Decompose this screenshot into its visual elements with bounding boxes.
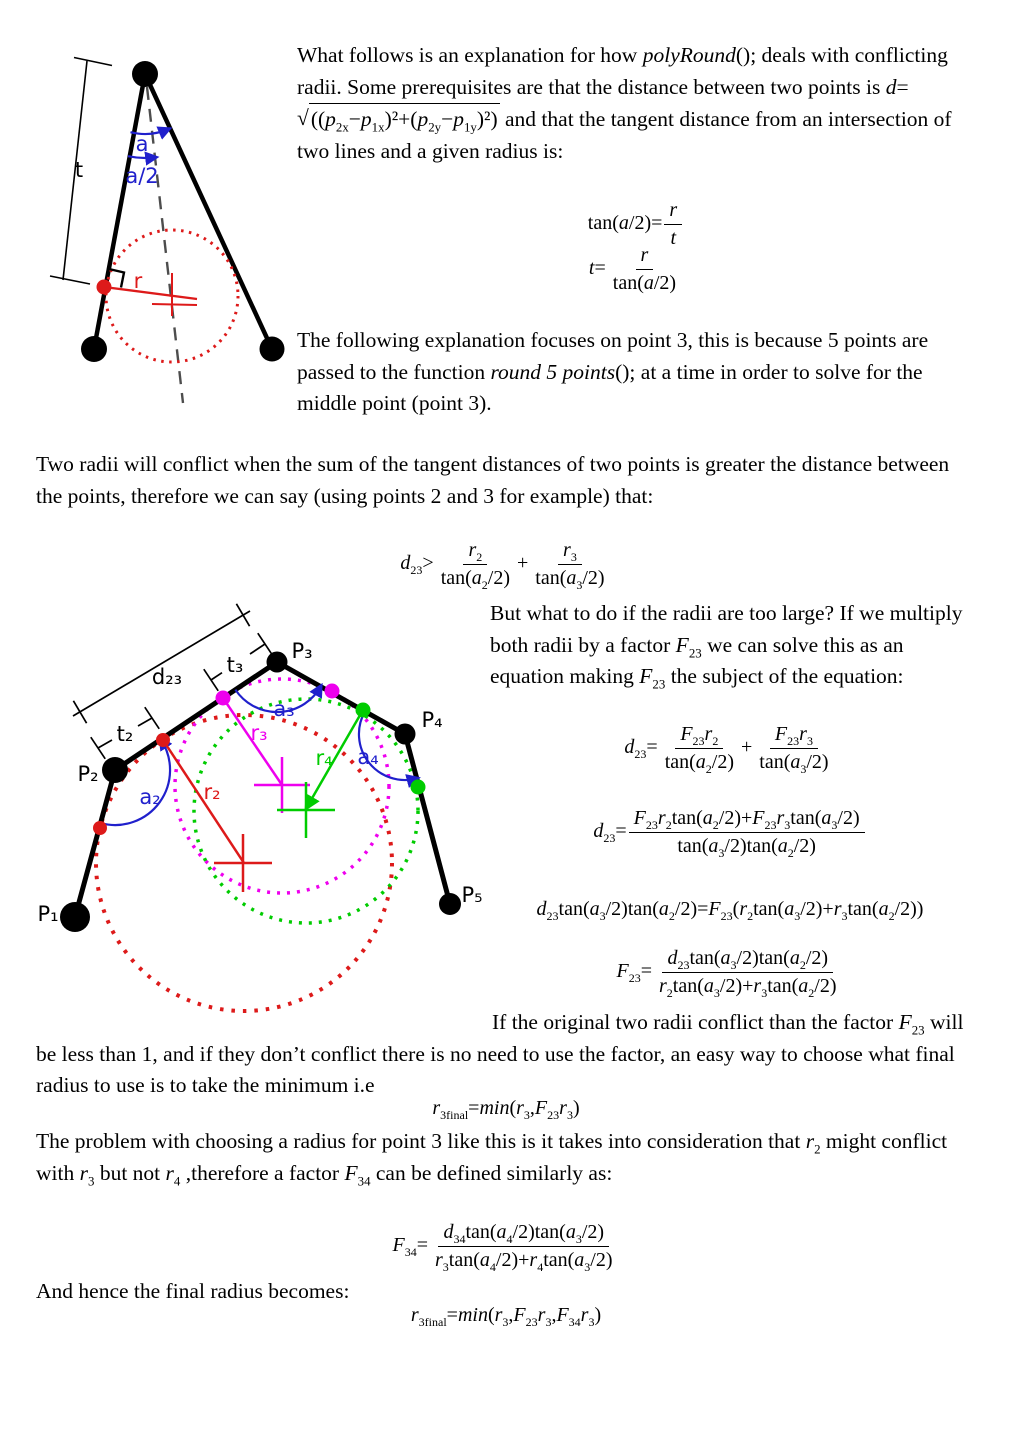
radius-r2-label: r₂: [203, 780, 221, 804]
vertex-p5-label: P₅: [461, 883, 483, 907]
left-edge-line: [94, 74, 145, 349]
t-dimension: [50, 58, 112, 285]
right-edge-line: [145, 74, 272, 349]
radius-r3-label: r₃: [250, 721, 268, 745]
tangent-point-green-p4p5: [411, 780, 426, 795]
t3-label: t₃: [226, 653, 244, 677]
polyline-rounding-diagram: [28, 598, 493, 1028]
vertex-p1: [60, 902, 90, 932]
tangent-point-red-p2p3: [156, 733, 170, 747]
angle-a-half-arc: [128, 156, 155, 158]
angle-a-half-label: a/2: [125, 164, 159, 188]
vertex-p2-label: P₂: [77, 762, 99, 786]
vertex-p2: [102, 757, 128, 783]
vertex-p1-label: P₁: [37, 902, 59, 926]
paragraph-problem: The problem with choosing a radius for point 3 like this is it takes into consideration that $r_2$ might conflict with $r_3$ but not $r_4$ ,therefore a factor $F_{34}$ can be defined similarly as:: [36, 1129, 948, 1188]
formula-F23: $F_{23}=$ $\frac{d_{23}\tan(a_3/2)\tan(a_2/2)}{r_2\tan(a_3/2)+r_3\tan(a_2/2)}$: [616, 947, 837, 1000]
vertex-p4: [395, 724, 416, 745]
tangent-point-green-p3p4: [356, 703, 371, 718]
formula-r3final-all: $r_{3final}=\min(r_3,F_{23}r_3,F_{34}r_3)$: [410, 1304, 602, 1329]
paragraph-final-radius: And hence the final radius becomes:: [36, 1279, 350, 1303]
circle-r3-center-mark: [254, 757, 310, 813]
polyline-p1-p5: [75, 662, 450, 917]
formula-d23-inequality: $d_{23}>$ $\frac{r_2}{\tan(a_2/2)}$ + $\frac{r_3}{\tan(a_3/2)}$: [400, 539, 605, 592]
vertex-p3-label: P₃: [291, 639, 313, 663]
angle-a2-label: a₂: [139, 785, 161, 809]
vertex-p3: [267, 652, 288, 673]
vertex-p5: [439, 893, 461, 915]
formula-d23-factored-2: $d_{23}=$ $\frac{F_{23}r_2\tan(a_2/2)+F_{23}r_3\tan(a_3/2)}{\tan(a_3/2)\tan(a_2/2)}$: [490, 806, 970, 859]
paragraph-point3: The following explanation focuses on point 3, this is because 5 points are passed to the function round 5 points(); at a time in order to solve for the middle point (point 3).: [297, 328, 929, 415]
formula-F34: $F_{34}=$ $\frac{d_{34}\tan(a_4/2)\tan(a_3/2)}{r_3\tan(a_4/2)+r_4\tan(a_3/2)}$: [392, 1221, 613, 1274]
radius-line: [104, 287, 197, 299]
circle-center-horizontal-tick: [152, 304, 197, 305]
t2-label: t₂: [116, 722, 134, 746]
tangent-point-magenta-p3p4: [325, 684, 340, 699]
paragraph-intro: What follows is an explanation for how polyRound(); deals with conflicting radii. Some prerequisites are that the distance between two points is $d=√((p_{2x}-p_{1x})^2+(p_{2y}-p_{1y})^2)$ and that the tangent distance from an intersection of two lines and a given radius is:: [297, 43, 952, 163]
formula-t-definition: t= $\frac{r}{\tan(a/2)}$: [588, 244, 677, 294]
paragraph-conflict: Two radii will conflict when the sum of the tangent distances of two points is greater the distance between the points, therefore we can say (using points 2 and 3 for example) that:: [36, 452, 950, 508]
vertex-top: [132, 61, 158, 87]
formula-tan-definition: tan(a/2)= $\frac{r}{t}$: [297, 198, 975, 251]
tangent-point-magenta-p2p3: [216, 691, 231, 706]
tangent-point-red-p1p2: [93, 821, 107, 835]
paragraph-minimum: If the original two radii conflict than the factor $F_{23}$ will be less than 1, and if they don’t conflict there is no need to use the factor, an easy way to choose what final radius to use is to take the minimum i.e: [36, 1010, 964, 1097]
angle-a-label: a: [135, 132, 149, 156]
formula-d23-factored-3: $d_{23}\tan(a_3/2)\tan(a_2/2)=F_{23}(r_2\tan(a_3/2)+r_3\tan(a_2/2))$: [536, 898, 924, 923]
vertex-bottom-right: [260, 337, 285, 362]
angle-a3-label: a₃: [273, 697, 295, 721]
t-label: t: [74, 158, 84, 182]
d23-label: d₂₃: [151, 665, 183, 689]
formula-d23-factored-1: $d_{23}=$ $\frac{F_{23}r_2}{\tan(a_2/2)}$ + $\frac{F_{23}r_3}{\tan(a_3/2)}$: [624, 723, 829, 776]
angle-a4-label: a₄: [357, 745, 379, 769]
t2-dimension: [91, 707, 159, 759]
tangent-point: [97, 280, 112, 295]
circle-r4-center-mark: [277, 782, 335, 838]
tangent-distance-diagram: [30, 47, 302, 415]
vertex-p4-label: P₄: [421, 708, 443, 732]
radius-r4-label: r₄: [315, 746, 333, 770]
formula-r3final-min: $r_{3final}=\min(r_3,F_{23}r_3)$: [432, 1097, 580, 1122]
paragraph-factor: But what to do if the radii are too large? If we multiply both radii by a factor $F_{23}$ we can solve this as an equation making $F_{23}$ the subject of the equation:: [490, 601, 963, 692]
t3-dimension: [204, 633, 272, 691]
radius-r-label: r: [133, 269, 143, 293]
vertex-bottom-left: [81, 336, 107, 362]
